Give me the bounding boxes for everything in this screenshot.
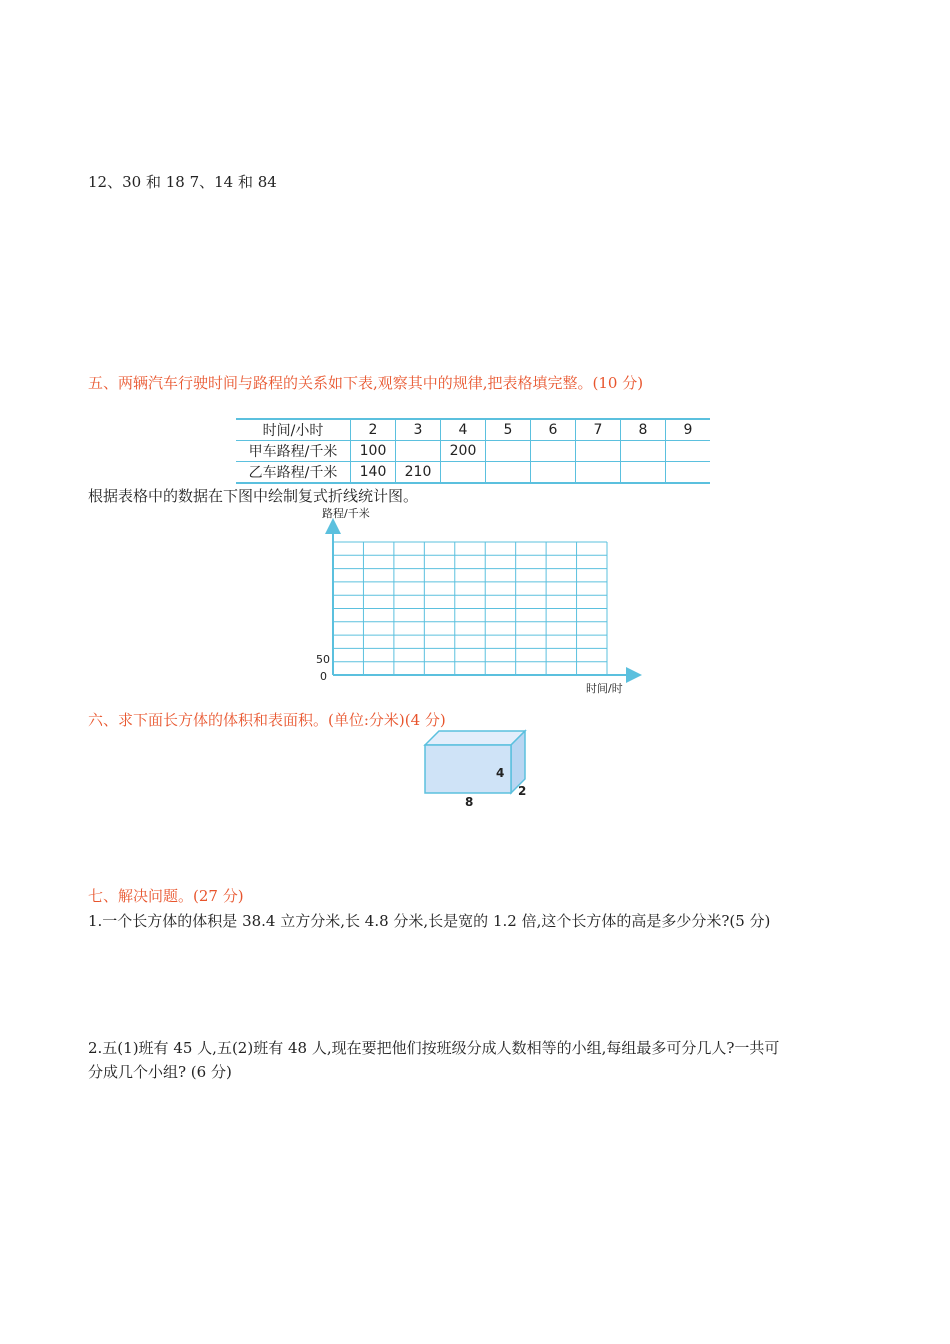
question-2-line1: 2.五(1)班有 45 人,五(2)班有 48 人,现在要把他们按班级分成人数相等的小组,每组最多可分几人?一共可 [88,1039,780,1057]
question-1: 1.一个长方体的体积是 38.4 立方分米,长 4.8 分米,长是宽的 1.2 倍,这个长方体的高是多少分米?(5 分) [88,912,771,930]
table-cell[interactable] [576,462,621,484]
table-cell: 乙车路程/千米 [236,462,351,484]
table-cell: 甲车路程/千米 [236,441,351,462]
table-cell: 时间/小时 [236,419,351,441]
table-cell: 140 [351,462,396,484]
table-cell[interactable] [486,462,531,484]
table-cell: 6 [531,419,576,441]
height-label: 4 [496,766,505,780]
question-2-line2: 分成几个小组? (6 分) [88,1063,232,1081]
table-cell[interactable] [531,441,576,462]
table-cell: 8 [621,419,666,441]
chart-instruction: 根据表格中的数据在下图中绘制复式折线统计图。 [88,487,419,505]
table-cell: 200 [441,441,486,462]
table-cell: 2 [351,419,396,441]
chart-grid [333,542,607,675]
blank-line-chart[interactable] [300,500,650,700]
table-cell[interactable] [441,462,486,484]
table-cell[interactable] [396,441,441,462]
x-axis-label: 时间/时 [586,682,623,695]
section5-title: 五、两辆汽车行驶时间与路程的关系如下表,观察其中的规律,把表格填完整。(10 分) [88,374,644,392]
table-cell: 3 [396,419,441,441]
table-row [236,462,710,484]
table-cell: 210 [396,462,441,484]
table-cell: 7 [576,419,621,441]
table-cell[interactable] [621,462,666,484]
table-cell: 4 [441,419,486,441]
section6-title: 六、求下面长方体的体积和表面积。(单位:分米)(4 分) [88,711,446,729]
cuboid-figure [420,725,540,815]
table-cell: 5 [486,419,531,441]
table-cell[interactable] [486,441,531,462]
table-header-row [236,419,710,441]
table-row [236,441,710,462]
cuboid-top-face [425,731,525,745]
table-cell[interactable] [531,462,576,484]
number-pairs-line: 12、30 和 18 7、14 和 84 [88,173,277,191]
width-label: 2 [518,784,527,798]
table-cell[interactable] [666,462,711,484]
table-cell[interactable] [666,441,711,462]
section7-title: 七、解决问题。(27 分) [88,887,244,905]
table-cell: 100 [351,441,396,462]
table-cell[interactable] [621,441,666,462]
y-axis-label: 路程/千米 [322,507,370,520]
y-tick-50: 50 [316,653,330,666]
table-cell: 9 [666,419,711,441]
length-label: 8 [465,795,474,809]
distance-table [236,418,710,484]
origin-label: 0 [320,670,327,683]
table-cell[interactable] [576,441,621,462]
